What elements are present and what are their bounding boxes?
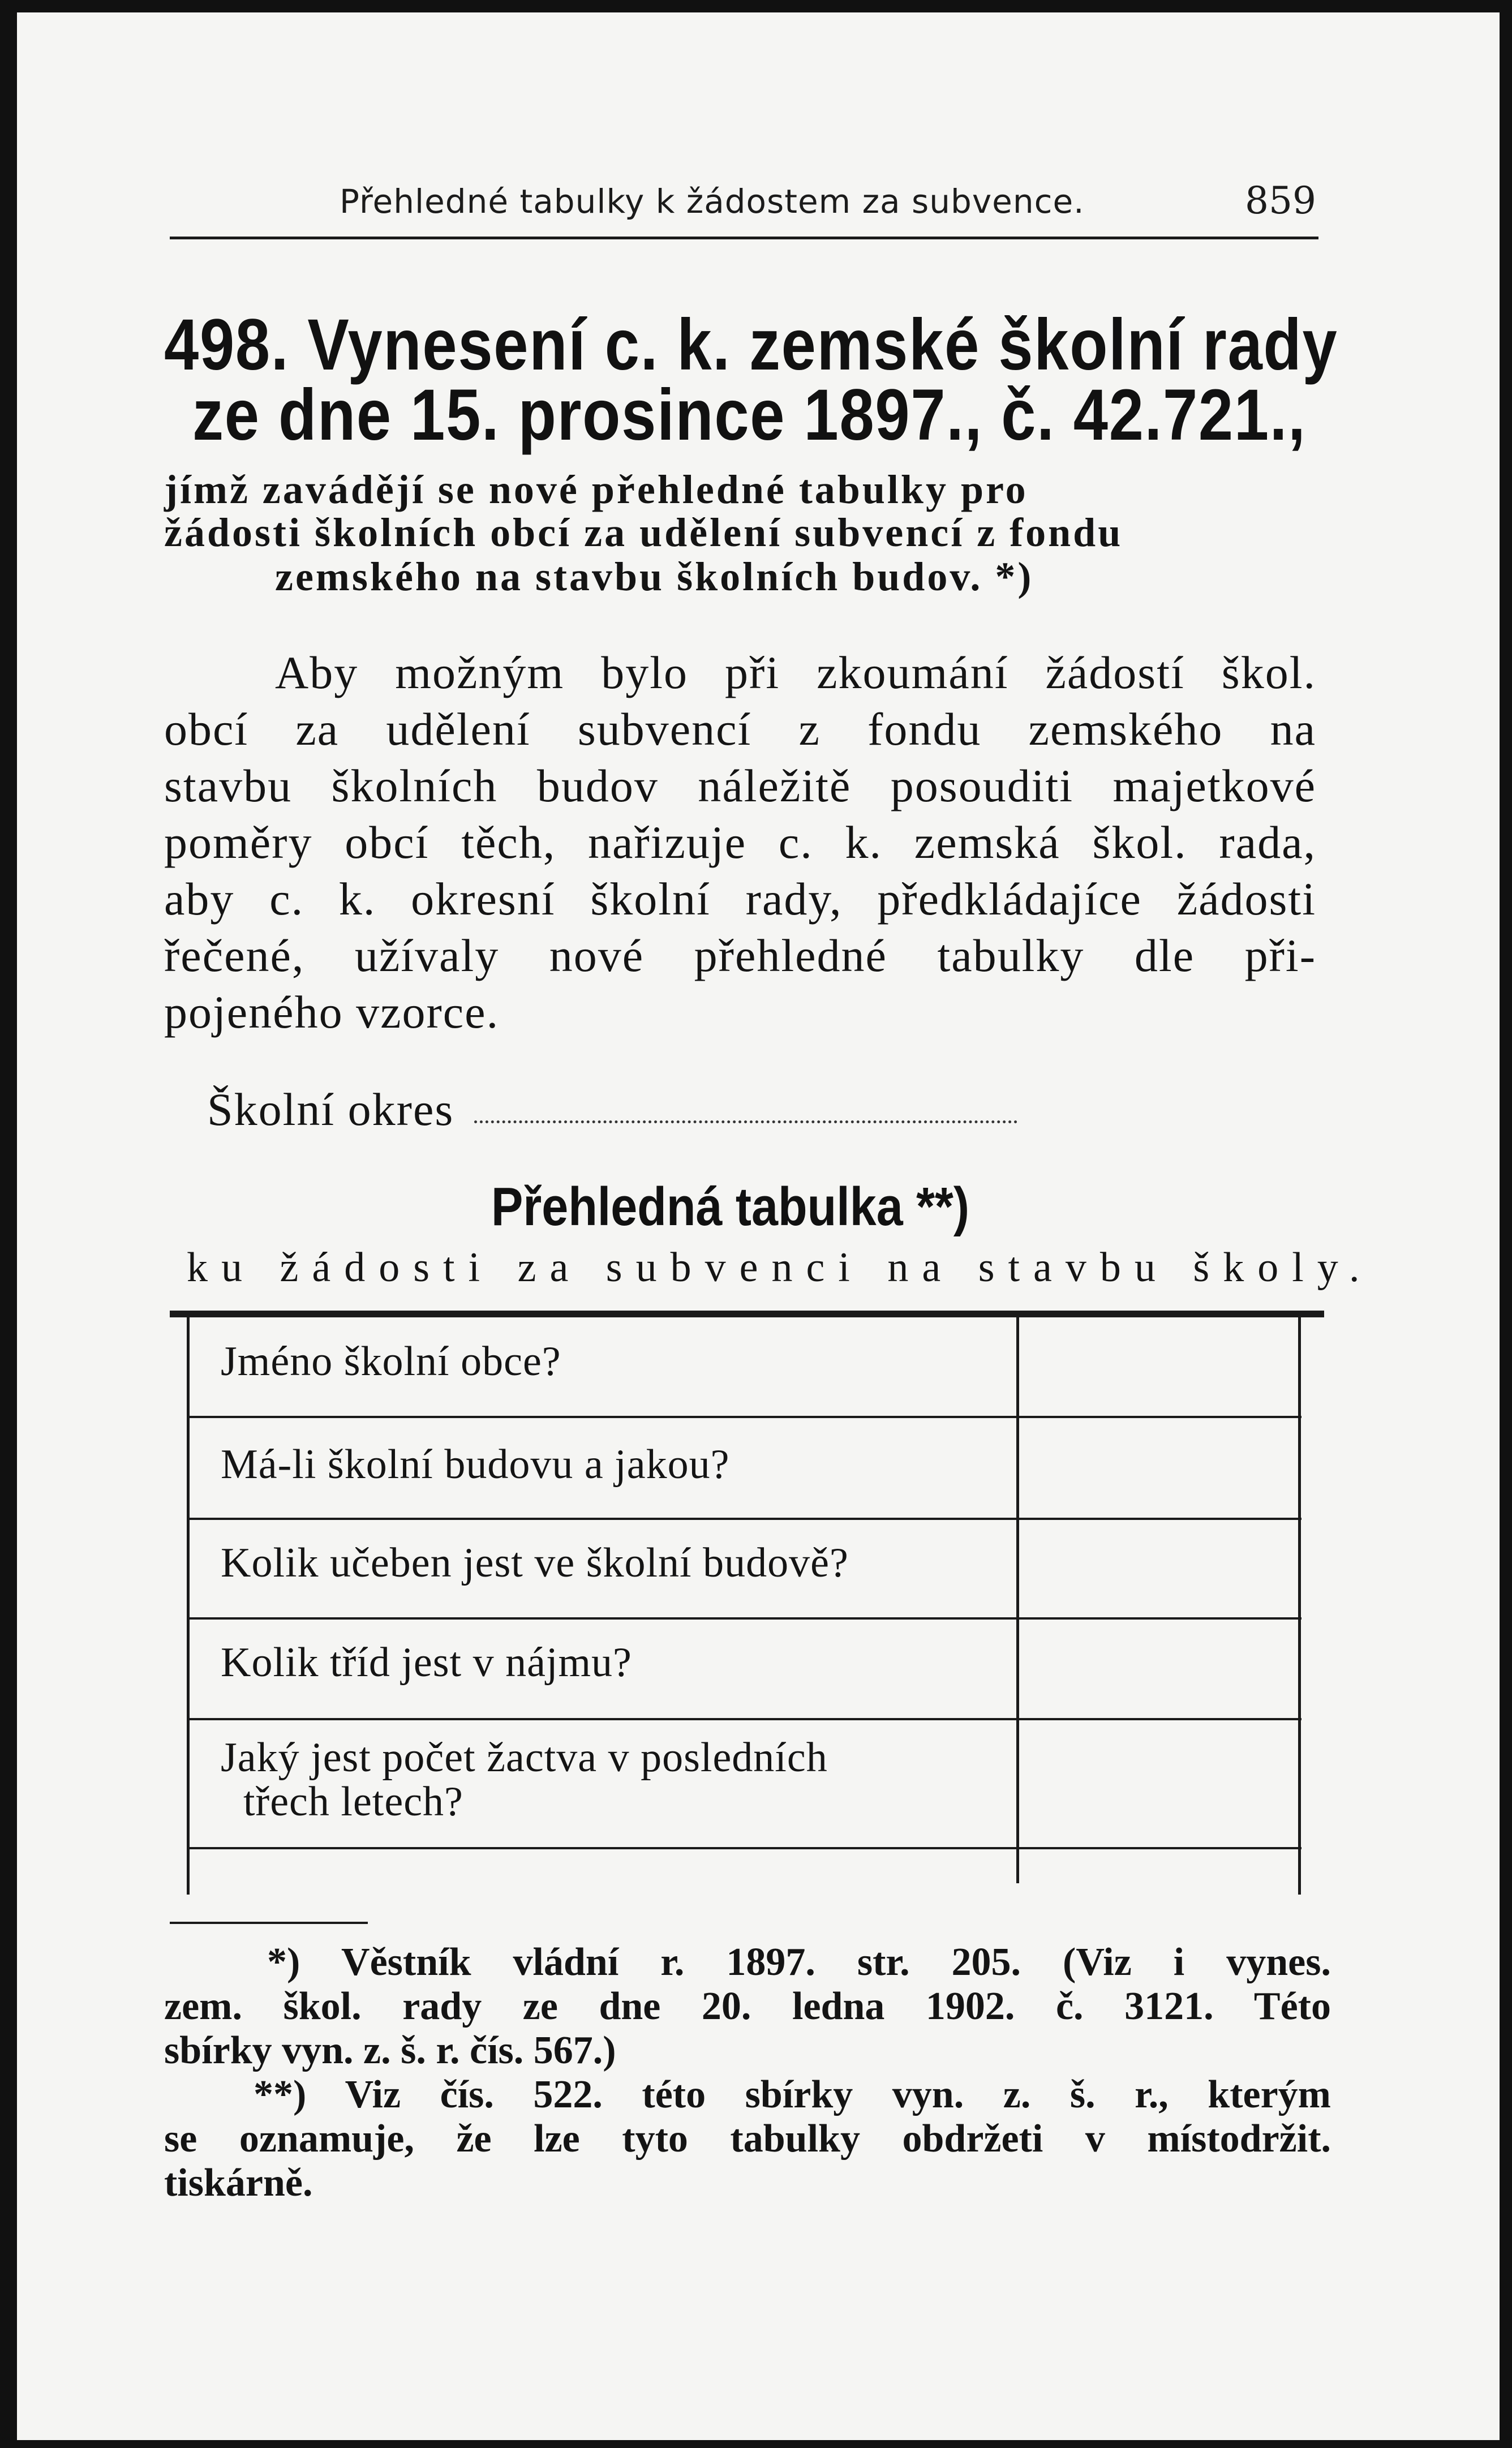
body-line-1: Aby možným bylo při zkoumání žádostí škol. [275,647,1316,698]
decree-subtitle-line-1: jímž zavádějí se nové přehledné tabulky pro [164,467,1028,512]
decree-subtitle-line-3: zemského na stavbu školních budov. *) [275,554,1034,599]
table-subtitle: ku žádosti za subvenci na stavbu školy. [187,1244,1373,1291]
table-row-question-line-2: třech letech? [243,1779,463,1825]
footnote-1-line-1: *) Věstník vládní r. 1897. str. 205. (Viz i vynes. [267,1940,1331,1984]
footnote-1-line-3: sbírky vyn. z. š. r. čís. 567.) [164,2029,616,2072]
table-row-rule [187,1847,1301,1849]
district-fill-line [474,1120,1017,1123]
running-title: Přehledné tabulky k žádostem za subvence. [340,182,1085,221]
table-row-rule [187,1617,1301,1620]
body-line-6: řečené, užívaly nové přehledné tabulky dle při- [164,930,1316,981]
district-label: Školní okres [207,1084,454,1135]
decree-title-line-2: ze dne 15. prosince 1897., č. 42.721., [192,375,1307,456]
decree-subtitle-line-2: žádosti školních obcí za udělení subvencí z fondu [164,510,1123,555]
table-row-question: Má-li školní budovu a jakou? [221,1441,730,1488]
footnote-1-line-2: zem. škol. rady ze dne 20. ledna 1902. č. 3121. Této [164,1985,1331,2028]
table-row-question: Kolik učeben jest ve školní budově? [221,1540,849,1586]
table-row-rule [187,1518,1301,1520]
footnote-2-line-2: se oznamuje, že lze tyto tabulky obdržeti v místodržit. [164,2117,1331,2161]
decree-title-line-1: 498. Vynesení c. k. zemské školní rady [164,304,1338,385]
header-rule [170,237,1318,239]
table-row-question-line-1: Jaký jest počet žactva v posledních [221,1734,828,1781]
table-left-border [187,1317,190,1895]
table-row-rule [187,1416,1301,1418]
table-row-question: Kolik tříd jest v nájmu? [221,1639,632,1686]
table-row-rule [187,1718,1301,1720]
table-right-border [1298,1317,1301,1895]
body-line-5: aby c. k. okresní školní rady, předkládajíce žádosti [164,873,1316,925]
table-column-divider [1016,1317,1019,1883]
page-number: 859 [1245,179,1316,222]
body-line-2: obcí za udělení subvencí z fondu zemského na [164,703,1316,755]
footnote-rule [170,1922,368,1924]
body-line-4: poměry obcí těch, nařizuje c. k. zemská škol. rada, [164,817,1316,868]
body-line-7: pojeného vzorce. [164,986,500,1038]
body-line-3: stavbu školních budov náležitě posouditi majetkové [164,760,1316,811]
footnote-2-line-3: tiskárně. [164,2161,313,2205]
table-title: Přehledná tabulka **) [491,1176,970,1237]
footnote-2-line-1: **) Viz čís. 522. této sbírky vyn. z. š. r., kterým [254,2073,1331,2116]
table-row-question: Jméno školní obce? [221,1338,561,1385]
table-top-rule [170,1311,1324,1317]
